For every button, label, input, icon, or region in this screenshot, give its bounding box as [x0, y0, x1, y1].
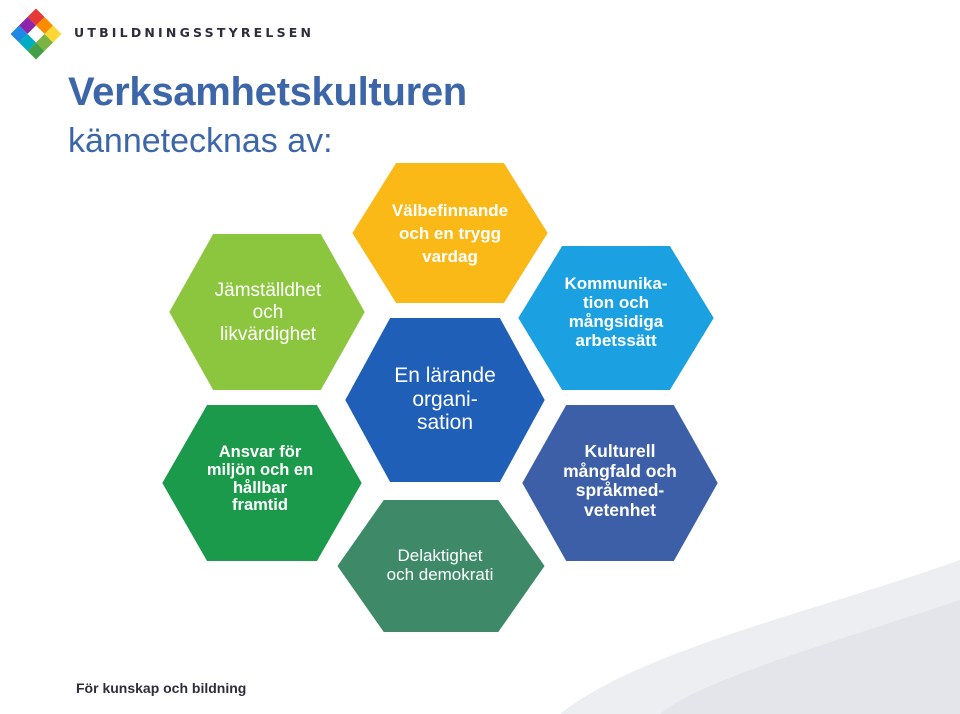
hexagon-label-ansvar: Ansvar för miljön och en hållbar framtid: [206, 443, 314, 515]
hexagon-label-kommunikation: Kommunika- tion och mångsidiga arbetssätt: [564, 274, 668, 351]
org-name: UTBILDNINGSSTYRELSEN: [74, 25, 315, 40]
slide-title: Verksamhetskulturen: [68, 70, 467, 114]
hexagon-label-kulturell: Kulturell mångfald och språkmed- vetenhet: [563, 441, 677, 520]
hexagon-label-delaktighet: Delaktighet och demokrati: [386, 546, 494, 585]
hexagon-label-larande: En lärande organi- sation: [394, 364, 496, 435]
slide-subtitle: kännetecknas av:: [68, 122, 333, 160]
hexagon-label-valbefinnande: Välbefinnande och en trygg vardag: [391, 201, 509, 266]
footer-tagline: För kunskap och bildning: [76, 680, 247, 696]
hexagon-label-jamstalldhet: Jämställdhet och likvärdighet: [214, 280, 322, 345]
